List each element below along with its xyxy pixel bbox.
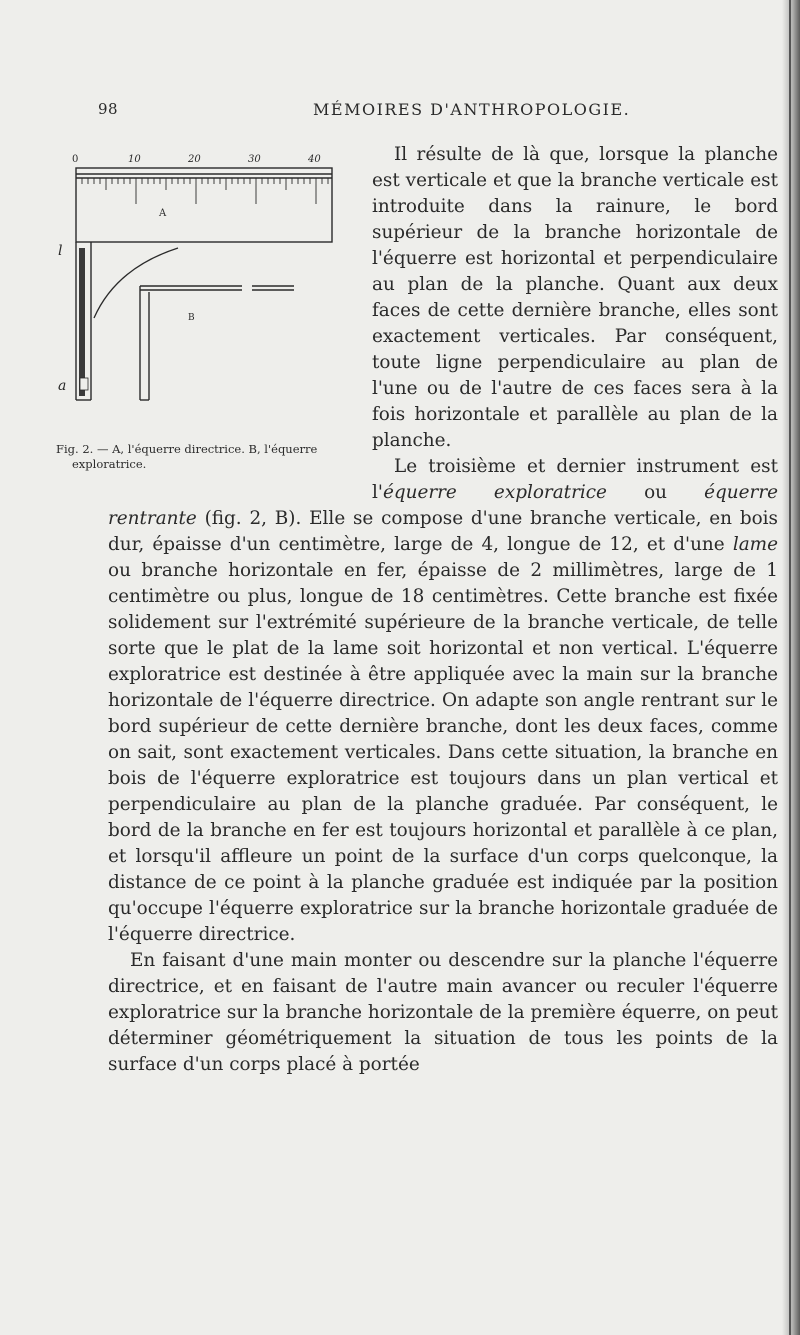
caption-line-1: Fig. 2. — A, l'équerre directrice. B, l'équerre <box>56 442 318 456</box>
figure-2 <box>56 150 358 482</box>
paragraph-2-mid2: (fig. 2, B). Elle se compose d'une branche verticale, en bois dur, épaisse d'un centimètre, large de 4, longue de 12, et d'une <box>108 508 778 555</box>
scale-label-10: 10 <box>128 154 141 165</box>
figure-caption <box>56 442 366 472</box>
equerre-directrice-branch-a <box>76 168 332 242</box>
page-edge-shadow <box>782 0 800 1335</box>
brace-curve <box>94 248 178 318</box>
scale-label-40: 40 <box>308 154 321 165</box>
term-equerre-rentrante: équerre rentrante <box>108 482 778 529</box>
paragraph-2 <box>108 454 778 948</box>
term-lame: lame <box>732 534 778 555</box>
page-number: 98 <box>98 100 119 118</box>
paragraph-2-mid1: ou <box>606 482 705 503</box>
term-equerre-exploratrice: équerre exploratrice <box>382 482 607 503</box>
label-l: l <box>58 243 63 259</box>
equerre-directrice-vertical <box>76 242 91 400</box>
scale-label-20: 20 <box>188 154 201 165</box>
paragraph-2-end: ou branche horizontale en fer, épaisse de 2 millimètres, large de 1 centimètre ou plus, longue de 18 centimètres. Cette branche est fixée solidement sur l'extrémité supérieure de la branche verticale, de telle sorte que le plat de la lame soit horizontal et non vertical. L'équerre exploratrice est destinée à être appliquée avec la main sur la branche horizontale de l'équerre directrice. On adapte son angle rentrant sur le bord supérieur de cette dernière branche, dont les deux faces, comme on sait, sont exactement verticales. Dans cette situation, la branche en bois de l'équerre exploratrice est toujours dans un plan vertical et perpendiculaire au plan de la planche graduée. Par conséquent, le bord de la branche en fer est toujours horizontal et parallèle à ce plan, et lorsqu'il affleure un point de la surface d'un corps quelconque, la distance de ce point à la planche graduée est indiquée par la position qu'occupe l'équerre exploratrice sur la branche horizontale graduée de l'équerre directrice. <box>108 560 778 945</box>
label-a: a <box>58 378 67 394</box>
running-title: MÉMOIRES D'ANTHROPOLOGIE. <box>313 100 631 119</box>
figure-2-drawing <box>56 150 358 440</box>
equerre-exploratrice-b <box>140 286 294 400</box>
paragraph-3: En faisant d'une main monter ou descendre sur la planche l'équerre directrice, et en faisant de l'autre main avancer ou reculer l'équerre exploratrice sur la branche horizontale de la première équerre, on peut déterminer géométriquement la situation de tous les points de la surface d'un corps placé à portée <box>108 950 778 1075</box>
paragraph-1: Il résulte de là que, lorsque la planche est verticale et que la branche verticale est introduite dans la rainure, le bord supérieur de la branche horizontale de l'équerre est horizontal et perpendiculaire au plan de la planche. Quant aux deux faces de cette dernière branche, elles sont exactement verticales. Par conséquent, toute ligne perpendiculaire au plan de l'une ou de l'autre de ces faces sera à la fois horizontale et parallèle au plan de la planche. <box>372 144 778 451</box>
label-B: B <box>188 313 195 323</box>
graduation-ticks <box>76 178 328 204</box>
scale-label-30: 30 <box>248 154 261 165</box>
paragraph-2-start: Le troisième et dernier instrument est l' <box>372 456 778 503</box>
body-text <box>56 142 778 1078</box>
scale-label-0: 0 <box>72 154 79 165</box>
page-edge-line <box>789 0 791 1335</box>
caption-line-2: exploratrice. <box>72 457 147 471</box>
page-header <box>98 100 788 126</box>
label-A: A <box>159 208 167 219</box>
